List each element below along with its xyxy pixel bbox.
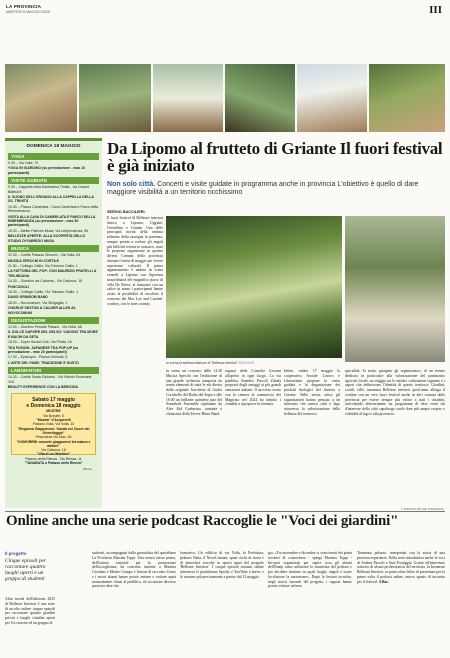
newspaper-name: LA PROVINCIA <box>6 4 42 9</box>
weekend-box <box>11 393 96 472</box>
box-heading: Sabato 17 maggio <box>32 397 75 404</box>
photo-garden-6 <box>369 64 445 132</box>
podcast-column-5 <box>357 551 445 654</box>
box-line: Palazzo Volta, Via Volta, 10 <box>32 422 75 427</box>
event-line: IL DOLCE SAPORE DEL GELSO: VIAGGIO TRA MORE E BACHI DA SETA <box>8 330 98 339</box>
event-line: 14.30 – Cortile Santa Giuliana - Via Vittorio Emanuele, 104 <box>8 375 93 384</box>
program-sidebar <box>5 138 102 508</box>
article-column-3: ragazzi della Consulta Giovani all'aperto in ogni luogo. La via pubblica Amedeo Pascoli Zabala proporrà degli omaggi ai più grandi cantautori italiani. Il successo avuto con la camera di commercio dei Magicato nel 2024 ha indotto i cittadini a riproporre la formula. <box>225 369 281 407</box>
event-line: LA FATTORIA DEL POP: CON MAURIZIO PRATELLI & TIRLINDANA <box>8 269 97 278</box>
event-line: 17.00 – Episcopio - Piazza Grimoldi, 5 <box>8 355 68 360</box>
event-line: 15.00 – Super Social Club, Via Pretta, 16 <box>8 340 72 345</box>
article-column-5: specialità. Si tratta, spiegano gli organizzatori, di un evento dedicato in particolare alla valorizzazione del patrimonio agricolo locale, un viaggio tra le antiche coltivazioni vigneate e i sapori che definiscono l'identità di questo territorio. Giardini, cortili, ville, insomma Bellezze interiori quest'anno allarga il confine con un vero fuori festival anche in altri comuni della provincia per essere sempre più vicino a tutti i cittadini, arricchendo ulteriormente un programma di oltre venti siti d'interesse della città capoluogo vuole dare più ampio respiro e visibilità al lago e alla provincia. <box>345 369 445 416</box>
category-musica: MUSICA <box>8 245 99 252</box>
box-tag: IBAnte <box>82 467 92 472</box>
podcast-column-2: studenti, accompagnati dalla giornalista del quotidiano La Provincia Martina Toppi. Una nostra classe prima, dell'istituto tuttotele per la promozione dell'accoglienza, ha costruito insieme a Martina Giordani e Matteo Campo e lezioni di racconto Como e i nostri alunni hanno potuto entrare e visitare spazi normalmente chiusi al pubblico, ed occasione davvero preziosa oltre che <box>92 551 176 589</box>
photo-caption <box>166 361 254 365</box>
event-line: MUSICA SPECCHI IN CORTILE <box>8 258 60 263</box>
podcast-column-4: gia. «Tra novembre e dicembre ci sono tenuti dei primi incontri di conoscenza - spiega Martina Toppi - Incontri organizzati per capire cosa gli alunni dell'Enaip come utilizzare lo strumento del podcast e per decidere insieme su quali luoghi, angoli e storie focalizzare la narrazione». Dopo le lezioni tecniche, negli storici incontri del progetto, i ragazzi hanno potuto visitare un'area <box>268 551 352 589</box>
section-divider <box>5 511 445 512</box>
box-line: Palazzo della Rienza - Via Rienza, 11 <box>25 456 82 461</box>
event-line: BELLEZZE APERTE: ALLA SCOPERTA DELLO STUDIO DI FABRIZIO MUSA <box>8 234 86 243</box>
category-yoga: YOGA <box>8 153 99 160</box>
masthead <box>6 4 444 20</box>
category-laboratori: LABORATORI <box>8 367 99 374</box>
event-line: FUNCODOLI <box>8 284 29 289</box>
article-signature: S.Bac. <box>378 579 390 584</box>
article-column-1: Il fuori festival di Bellezze interiori sbarca a Lipomo, Uggiate, Cernobbio e Griante. Una delle principali novità della settima edizione della rassegna in partenza, sempre pronta a svelare gli angoli più belli del territorio comasco, sono le proposte organizzate in quattro diversi Comuni della provincia durante il mese di maggio per vivere esperienze culturali. Il primo appuntamento è andato in scena venerdì a Lipomo con l'apertura straordinaria del magnifico parco di villa De Rieva, al tramonto con un calice in mano i partecipanti hanno avuto la possibilità di ascoltare il concerto dei Mac Lee and Carmen' cowboy, con le note country. <box>107 216 163 306</box>
podcast-summary-text: Cinque episodi per raccontare quattro luoghi aperti e un gruppo di studenti <box>5 558 47 582</box>
event-line: TEA FUSION: JAPANESE TEA POP-UP (su prenotazione - max 20 partecipanti) <box>8 345 79 354</box>
box-line: Via Borsieri, 5 <box>42 413 65 418</box>
photo-garden-2 <box>79 64 151 132</box>
deck-text: Concerti e visite guidate in programma anche in provincia L'obiettivo è quello di dare maggiore visibilità a un territorio ricchissimo <box>107 181 419 196</box>
byline: SERGIO BACCILIERI <box>107 210 145 214</box>
event-line: 15.00 – Atelier Fabrizio Musa, Via Indipendenza, 55 <box>8 228 89 233</box>
box-line: "Eleganza Giapponese: Yukata nel Cuore del Gemellaggio" <box>17 426 90 435</box>
podcast-headline: Online anche una serie podcast Raccoglie le "Voci dei giardini" <box>6 513 399 529</box>
event-line: 18.00 – Novocomum, Via Sinigaglia, 1 <box>8 300 68 305</box>
category-visite: VISITE GUIDATE <box>8 177 99 184</box>
event-line: 9.30 – Via Volta, 70 <box>8 161 39 165</box>
event-line: 11.30 – Collegio Gallio: Via Tolomeo Gallio, 1 <box>8 263 78 268</box>
box-heading: e Domenica 18 maggio <box>26 403 81 410</box>
event-line: CHARLIE SEXTON & CALDER ALLEN AL NOVOCOMUM <box>8 306 76 315</box>
program-date: DOMENICA 18 MAGGIO <box>26 144 81 149</box>
podcast-summary <box>5 551 55 593</box>
article-column-2: in scena un concerto delle 14.30 Musica Specchi con l'esibizione di una grande orchestra composta da trenta elementi di tutte le età diretta dalla originale bacchetta di Giulia Corichello del Badia del Sepia e alle 16.00 un brillante quintetto jazz del Senzabale Ensemble capitanato da Alex Kid Garbarino, cantante e chitarrista della Tevere Blues Band. <box>166 369 222 416</box>
main-headline: Da Lipomo al frutteto di Griante Il fuori festival è già iniziato <box>107 139 443 175</box>
podcast-kicker: Il progetto <box>5 551 27 556</box>
podcast-column-1: Altra novità dell'edizione 2025 di Bellezze Interiori è una serie di ascolto online: cinque episodi per raccontare quattro giardini privati e luoghi cittadini aperti per l'occasione ed un gruppo di <box>5 597 55 625</box>
photo-caption-text: In scena la settima edizione di "Bellezze interiori" <box>166 361 238 365</box>
side-photo <box>345 216 445 362</box>
event-line: YOGA IN GIARDINO (su prenotazione - max 10 partecipanti) <box>8 166 86 175</box>
event-line: 10.30 – Piazza Camerlata - Cava Camerlata e Parco della Rimembranza <box>8 204 99 214</box>
podcast-column-3: formativa. Un edificio di via Volta, la Prefettura, palazzo Natta, il NovoComum, spazi ricchi di storia e di atmosfera raccolte in questi spazi del progetto 'Bellezze Interiori'. I cinque episodi saranno online attraverso le piattaforme Spotify e YouTube a breve, e lo saranno più precisamente a partire dal 12 maggio. <box>180 551 264 579</box>
event-line: 12.00 – Giardino Persale Palazzi - Via Volta, 68 <box>8 324 82 329</box>
event-line: VISITA ALLA CAVA DI CAMERLATA E PARCO DELLA RIMEMBRANZA (su prenotazione - max 30 partecipanti) <box>8 214 96 228</box>
category-degustazioni: DEGUSTAZIONI <box>8 317 99 324</box>
podcast-column-5-text: Tommaso palazzo, interpretati con la storia di una preziosa esperienza. Nella serie introduttiva anche le voci di Andrea Pascoli e Sara Pontiggia. Grazie all'intervento artistico di alcuni professionisti del territorio, la kermesse Bellezze Interiori, in particolare felice di presentare per la prima volta il podcast online, nuovo spazio di incontro per il festival. <box>357 551 445 584</box>
box-line: "Vita di un Giardino" <box>36 452 71 457</box>
copyright-note: © RIPRODUZIONE RISERVATA <box>400 507 444 511</box>
main-deck <box>107 181 447 197</box>
event-line: 10.30 – Cortile Palazzo Sbucchi - Via Volta, 84 <box>8 253 81 258</box>
event-line: L'ARTE DEL PANE: TRADIZIONE E GUSTO <box>8 360 80 365</box>
box-line: MOSTRE <box>46 409 61 414</box>
photo-garden-1 <box>5 64 77 132</box>
event-line: 16.30 – Collegio Gallio, Via Tolomeo Gallio, 1 <box>8 289 79 294</box>
box-line: "KOMOREBI: armonie giapponesi tra natura e abitare" <box>16 439 91 448</box>
main-photo <box>166 216 342 365</box>
event-line: BEAUTY EXPERIENCE CON LA BERICINA <box>8 385 79 390</box>
deck-kicker: Non solo città. <box>107 181 156 188</box>
event-line: IL SUONO DELL'ORGANO ALLA CAPPELLA DELLA SS. TRINITÀ <box>8 195 94 204</box>
photo-caption-credit: ARCHIVIO <box>238 361 255 365</box>
event-line: 9.30 – Cappella della Santissima Trinità - via Cesare Battisti 8 <box>8 185 90 194</box>
article-column-4: Infine, sabato 17 maggio la cooperativa Sociale Lavoro e Liberazione propone la visita guidata e la degustazione dei prodotti biologici del frutteto a Griante. Nella stessa ottica gli organizzatori hanno pensato a un itinerario che unisca città e lago attraverso la valorizzazione della bellezza del territorio. <box>284 369 340 416</box>
box-line: "Mostra" d'Acquerelli <box>36 418 71 423</box>
event-line: 14.30 – Giardino via Cadorna - Via Cadorna, 18 <box>8 279 83 284</box>
photo-garden-5 <box>297 64 367 132</box>
event-line: DAVID GRIMSOM BAND <box>8 295 48 300</box>
photo-garden-3 <box>153 64 223 132</box>
issue-date: MARTEDÌ 6 MAGGIO 2025 <box>6 10 50 14</box>
box-line: Pinacoteca Via Diaz, 84 <box>35 435 72 440</box>
photo-garden-4 <box>225 64 295 132</box>
box-line: Via Cadorna, 18 <box>41 448 66 453</box>
box-line: "TANABATA a Palazzo della Rienza" <box>24 461 83 465</box>
page-number: III <box>429 4 442 16</box>
